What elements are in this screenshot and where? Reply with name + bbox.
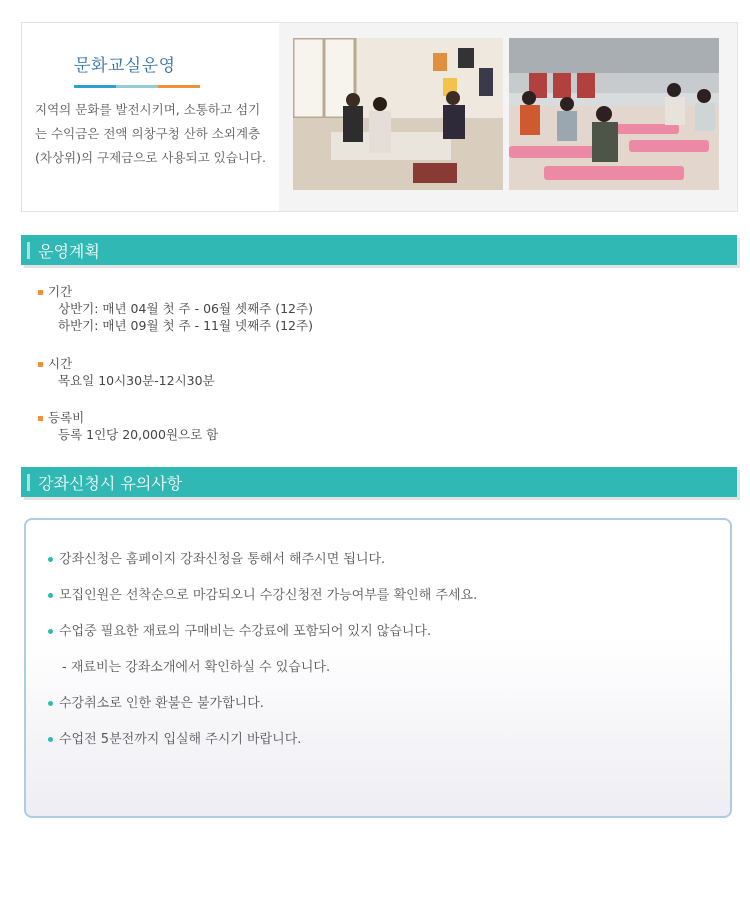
notice-heading-text: 강좌신청시 유의사항	[38, 474, 183, 493]
list-item: 수강취소로 인한 환불은 불가합니다.	[48, 690, 477, 726]
intro-text-panel	[22, 23, 279, 211]
bullet-icon	[38, 290, 43, 295]
notice-box	[24, 518, 732, 818]
plan-heading-text: 운영계획	[38, 242, 100, 261]
plan-item-fee: 등록비 등록 1인당 20,000원으로 함	[38, 409, 218, 443]
intro-description: 지역의 문화를 발전시키며, 소통하고 섬기는 수익금은 전액 의창구청 산하 소외계층(차상위)의 구제금으로 사용되고 있습니다.	[35, 102, 266, 165]
bullet-icon	[48, 557, 53, 562]
bullet-icon	[48, 701, 53, 706]
intro-title: 문화교실운영	[74, 56, 176, 76]
notice-section-heading	[21, 467, 737, 497]
list-item-note: - 재료비는 강좌소개에서 확인하실 수 있습니다.	[62, 660, 331, 675]
list-item: 모집인원은 선착순으로 마감되오니 수강신청전 가능여부를 확인해 주세요.	[48, 582, 477, 618]
classroom-photo	[293, 38, 503, 190]
plan-item-time: 시간 목요일 10시30분-12시30분	[38, 355, 215, 389]
intro-box	[21, 22, 738, 212]
yoga-class-photo	[509, 38, 719, 190]
bullet-icon	[48, 593, 53, 598]
list-item: 강좌신청은 홈페이지 강좌신청을 통해서 해주시면 됩니다.	[48, 546, 477, 582]
list-item: 수업중 필요한 재료의 구매비는 수강료에 포함되어 있지 않습니다.	[48, 618, 477, 654]
bullet-icon	[48, 737, 53, 742]
bullet-icon	[38, 416, 43, 421]
list-item: 수업전 5분전까지 입실해 주시기 바랍니다.	[48, 726, 477, 762]
plan-section-heading	[21, 235, 737, 265]
bullet-icon	[38, 362, 43, 367]
bullet-icon	[48, 629, 53, 634]
plan-item-period: 기간 상반기: 매년 04월 첫 주 - 06월 셋째주 (12주) 하반기: 매년 09월 첫 주 - 11월 넷째주 (12주)	[38, 283, 313, 334]
notice-list	[48, 546, 477, 762]
title-underline	[74, 85, 200, 88]
